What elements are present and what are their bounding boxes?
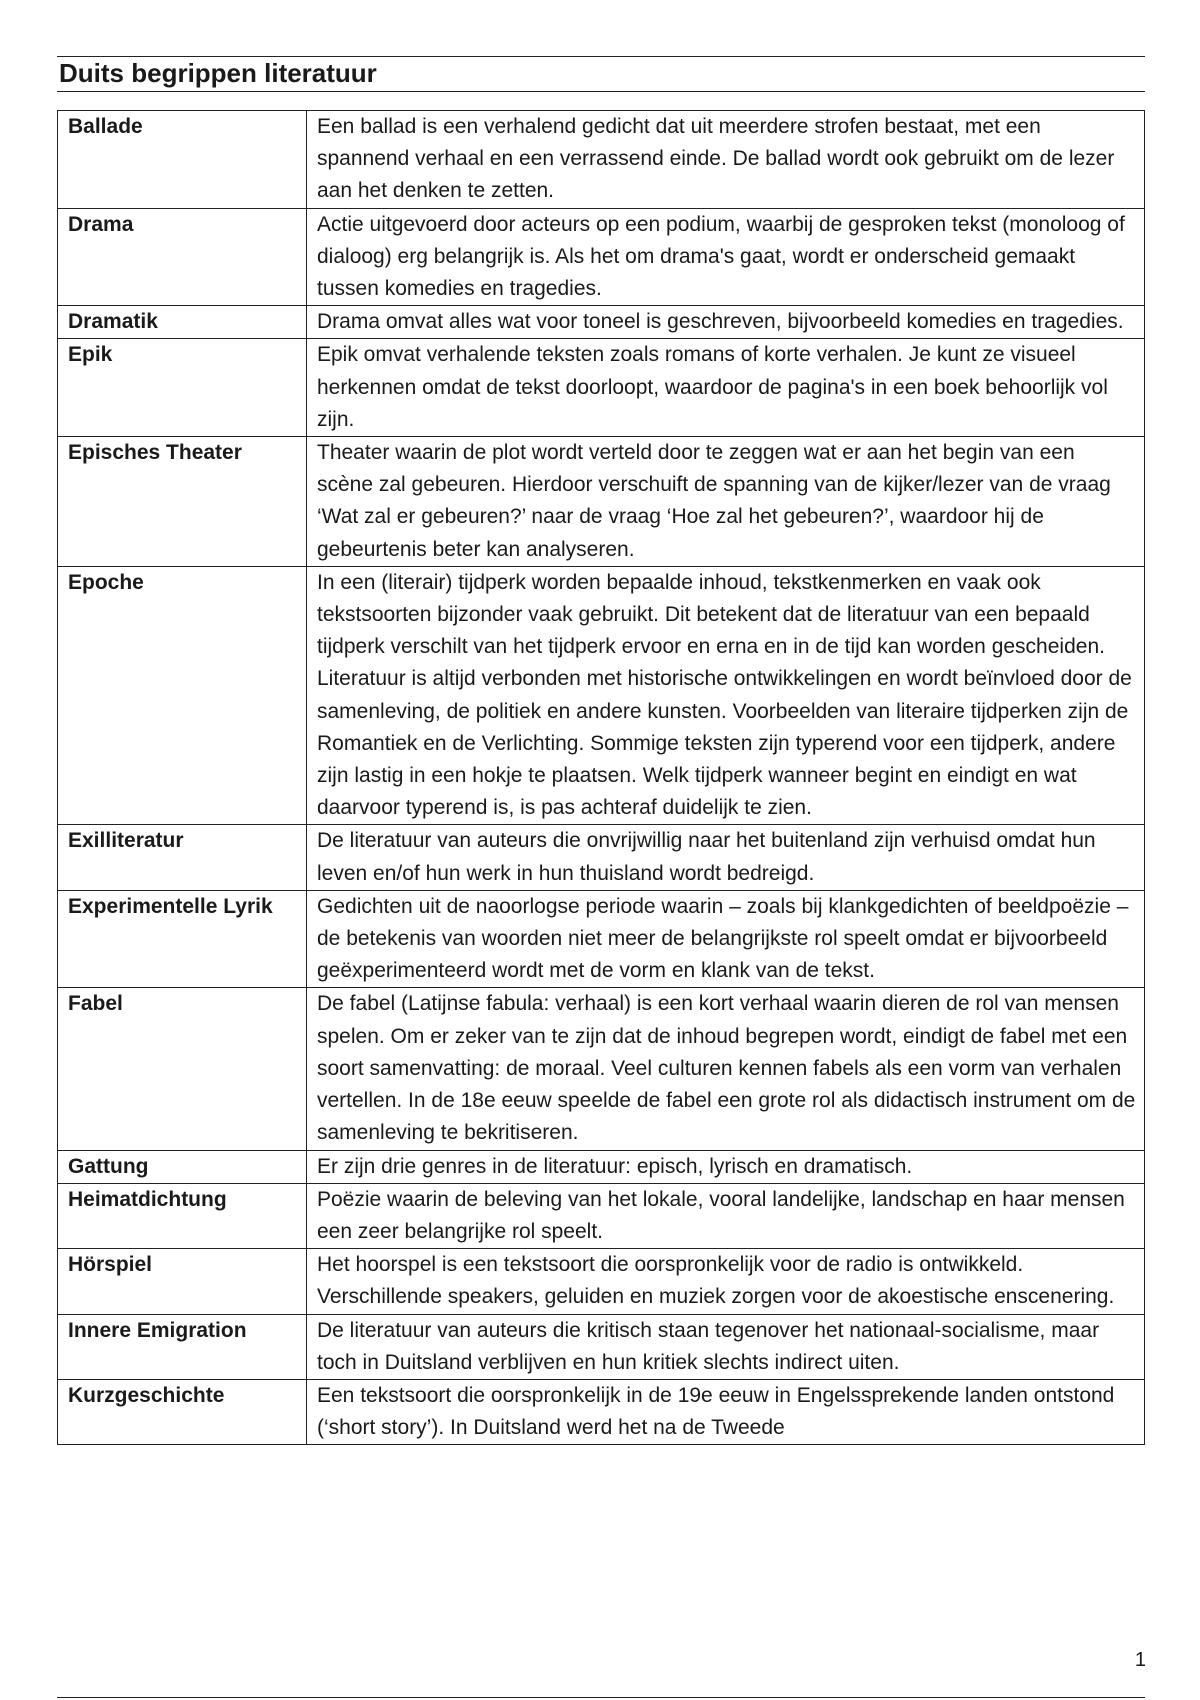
definition-cell: Epik omvat verhalende teksten zoals romans of korte verhalen. Je kunt ze visueel herkennen omdat de tekst doorloopt, waardoor de pagina's in een boek behoorlijk vol zijn.: [307, 339, 1145, 437]
definition-cell: Er zijn drie genres in de literatuur: episch, lyrisch en dramatisch.: [307, 1150, 1145, 1183]
definition-cell: Een ballad is een verhalend gedicht dat uit meerdere strofen bestaat, met een spannend verhaal en een verrassend einde. De ballad wordt ook gebruikt om de lezer aan het denken te zetten.: [307, 111, 1145, 209]
term-cell: Exilliteratur: [58, 825, 307, 890]
table-row: [58, 437, 1145, 567]
table-row: [58, 566, 1145, 825]
table-row: [58, 306, 1145, 339]
table-row: [58, 988, 1145, 1150]
table-row: [58, 890, 1145, 988]
table-row: [58, 1150, 1145, 1183]
definition-cell: De literatuur van auteurs die onvrijwillig naar het buitenland zijn verhuisd omdat hun leven en/of hun werk in hun thuisland wordt bedreigd.: [307, 825, 1145, 890]
table-row: [58, 1183, 1145, 1248]
table-row: [58, 111, 1145, 209]
term-cell: Experimentelle Lyrik: [58, 890, 307, 988]
definition-cell: Theater waarin de plot wordt verteld door te zeggen wat er aan het begin van een scène zal gebeuren. Hierdoor verschuift de spanning van de kijker/lezer van de vraag ‘Wat zal er gebeuren?’ naar de vraag ‘Hoe zal het gebeuren?’, waardoor hij de gebeurtenis beter kan analyseren.: [307, 437, 1145, 567]
definition-cell: Gedichten uit de naoorlogse periode waarin – zoals bij klankgedichten of beeldpoëzie – de betekenis van woorden niet meer de belangrijkste rol speelt omdat er bijvoorbeeld geëxperimenteerd wordt met de vorm en klank van de tekst.: [307, 890, 1145, 988]
page-title: Duits begrippen literatuur: [59, 58, 377, 88]
table-row: [58, 339, 1145, 437]
footer-divider: [57, 1697, 1145, 1698]
table-row: [58, 1314, 1145, 1379]
page-number: 1: [1134, 1649, 1146, 1671]
term-cell: Epik: [58, 339, 307, 437]
table-row: [58, 1379, 1145, 1444]
definition-cell: Een tekstsoort die oorspronkelijk in de 19e eeuw in Engelssprekende landen ontstond (‘short story’). In Duitsland werd het na de Tweede: [307, 1379, 1145, 1444]
term-cell: Heimatdichtung: [58, 1183, 307, 1248]
term-cell: Epoche: [58, 566, 307, 825]
definition-cell: Poëzie waarin de beleving van het lokale, vooral landelijke, landschap en haar mensen een zeer belangrijke rol speelt.: [307, 1183, 1145, 1248]
table-row: [58, 1249, 1145, 1314]
term-cell: Dramatik: [58, 306, 307, 339]
definition-cell: Het hoorspel is een tekstsoort die oorspronkelijk voor de radio is ontwikkeld. Verschillende speakers, geluiden en muziek zorgen voor de akoestische enscenering.: [307, 1249, 1145, 1314]
terms-table: [57, 110, 1145, 1445]
term-cell: Hörspiel: [58, 1249, 307, 1314]
term-cell: Ballade: [58, 111, 307, 209]
definition-cell: De fabel (Latijnse fabula: verhaal) is een kort verhaal waarin dieren de rol van mensen spelen. Om er zeker van te zijn dat de inhoud begrepen wordt, eindigt de fabel met een soort samenvatting: de moraal. Veel culturen kennen fabels als een vorm van verhalen vertellen. In de 18e eeuw speelde de fabel een grote rol als didactisch instrument om de samenleving te bekritiseren.: [307, 988, 1145, 1150]
term-cell: Episches Theater: [58, 437, 307, 567]
title-block: [57, 56, 1145, 92]
definition-cell: In een (literair) tijdperk worden bepaalde inhoud, tekstkenmerken en vaak ook tekstsoorten bijzonder vaak gebruikt. Dit betekent dat de literatuur van een bepaald tijdperk verschilt van het tijdperk ervoor en erna en in de tijd kan worden gescheiden. Literatuur is altijd verbonden met historische ontwikkelingen en wordt beïnvloed door de samenleving, de politiek en andere kunsten. Voorbeelden van literaire tijdperken zijn de Romantiek en de Verlichting. Sommige teksten zijn typerend voor een tijdperk, andere zijn lastig in een hokje te plaatsen. Welk tijdperk wanneer begint en eindigt en wat daarvoor typerend is, is pas achteraf duidelijk te zien.: [307, 566, 1145, 825]
term-cell: Drama: [58, 208, 307, 306]
table-row: [58, 825, 1145, 890]
term-cell: Kurzgeschichte: [58, 1379, 307, 1444]
definition-cell: Actie uitgevoerd door acteurs op een podium, waarbij de gesproken tekst (monoloog of dialoog) erg belangrijk is. Als het om drama's gaat, wordt er onderscheid gemaakt tussen komedies en tragedies.: [307, 208, 1145, 306]
table-row: [58, 208, 1145, 306]
term-cell: Gattung: [58, 1150, 307, 1183]
definition-cell: De literatuur van auteurs die kritisch staan tegenover het nationaal-socialisme, maar toch in Duitsland verblijven en hun kritiek slechts indirect uiten.: [307, 1314, 1145, 1379]
definition-cell: Drama omvat alles wat voor toneel is geschreven, bijvoorbeeld komedies en tragedies.: [307, 306, 1145, 339]
term-cell: Fabel: [58, 988, 307, 1150]
term-cell: Innere Emigration: [58, 1314, 307, 1379]
